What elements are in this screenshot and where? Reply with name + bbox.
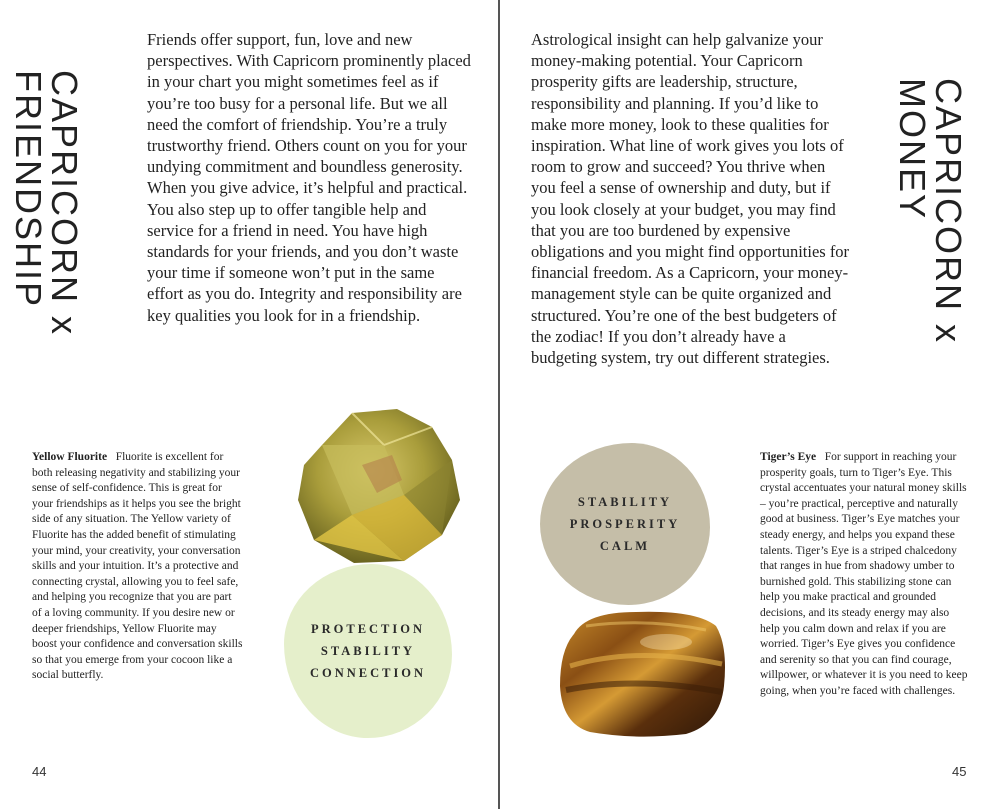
tigers-eye-name: Tiger’s Eye <box>760 451 817 463</box>
book-spine <box>498 0 500 809</box>
tigers-eye-text: For support in reaching your prosperity goals, turn to Tiger’s Eye. This crystal accentuates your natural money skills – you’re practical, perceptive and naturally good at business. Tiger’s Eye matches your steady energy, and helps you expand these talents. Tiger’s Eye is a striped chalcedony that ranges in hue from shadowy umber to burnished gold. This stabilizing stone can help you make practical and grounded decisions, and its steady energy may also help you calm down and relax if you are worried. Tiger’s Eye gives you confidence and serenity so that you can find courage, willpower, or whatever it is you need to keep going, when you’re faced with challenges. <box>760 451 968 697</box>
yellow-fluorite-image <box>292 405 464 567</box>
left-body-text: Friends offer support, fun, love and new perspectives. With Capricorn prominently placed in your chart you might sometimes feel as if you’re too busy for a personal life. But we all need the comfort of friendship. You’re a truly trustworthy friend. Others count on you for your undying commitment and boundless generosity. When you give advice, it’s helpful and practical. You also step up to offer tangible help and service for a friend in need. You have high standards for your friends, and you don’t waste your time if someone won’t put in the same effort as you do. Integrity and responsibility are key qualities you look for in a friendship. <box>147 30 471 325</box>
yellow-fluorite-name: Yellow Fluorite <box>32 451 108 463</box>
keyword: STABILITY <box>577 495 673 509</box>
left-title-line1: CAPRICORN x <box>44 70 85 337</box>
right-title-line1: CAPRICORN x <box>928 78 969 345</box>
yellow-fluorite-text: Fluorite is excellent for both releasing negativity and stabilizing your sense of self-confidence. This is great for your friendships as it helps you see the bright side of any situation. The Yellow variety of Fluorite has the added benefit of stimulating your mind, your creativity, your conversation skills and your intuition. It’s a protective and connecting crystal, allowing you to feel safe, and helping you recognize that you are part of a loving community. If you desire new or deeper friendships, Yellow Fluorite may boost your confidence and conversation skills so that you emerge from your cocoon like a social butterfly. <box>32 451 243 682</box>
left-page <box>0 0 499 809</box>
left-title-line2: FRIENDSHIP <box>8 70 49 309</box>
keywords-blob <box>284 564 452 738</box>
keyword: CONNECTION <box>309 666 427 680</box>
right-page-title <box>892 78 969 368</box>
tigers-eye-image <box>556 606 728 741</box>
keyword: PROSPERITY <box>569 517 681 531</box>
keyword: STABILITY <box>320 644 416 658</box>
tigers-eye-description <box>760 450 970 700</box>
page-number: 44 <box>32 764 47 779</box>
right-body-text: Astrological insight can help galvanize your money-making potential. Your Capricorn prosperity gifts are leadership, structure, responsibility and planning. If you’d like to make more money, look to these qualities for inspiration. What line of work gives you lots of room to grow and succeed? You thrive when you feel a sense of ownership and duty, but if you look closely at your budget, you may find that you are too burdened by expensive obligations and you might find opportunities for financial freedom. As a Capricorn, your money-management style can be quite organized and structured. You’re one of the best budgeters of the zodiac! If you don’t already have a budgeting system, try out different strategies. <box>531 30 850 368</box>
keywords-blob <box>540 443 710 605</box>
yellow-fluorite-description <box>32 450 244 684</box>
keyword: CALM <box>599 539 651 553</box>
keyword: PROTECTION <box>310 622 426 636</box>
left-page-title <box>8 70 85 337</box>
page-number: 45 <box>952 764 967 779</box>
right-title-line2: MONEY <box>892 78 933 221</box>
